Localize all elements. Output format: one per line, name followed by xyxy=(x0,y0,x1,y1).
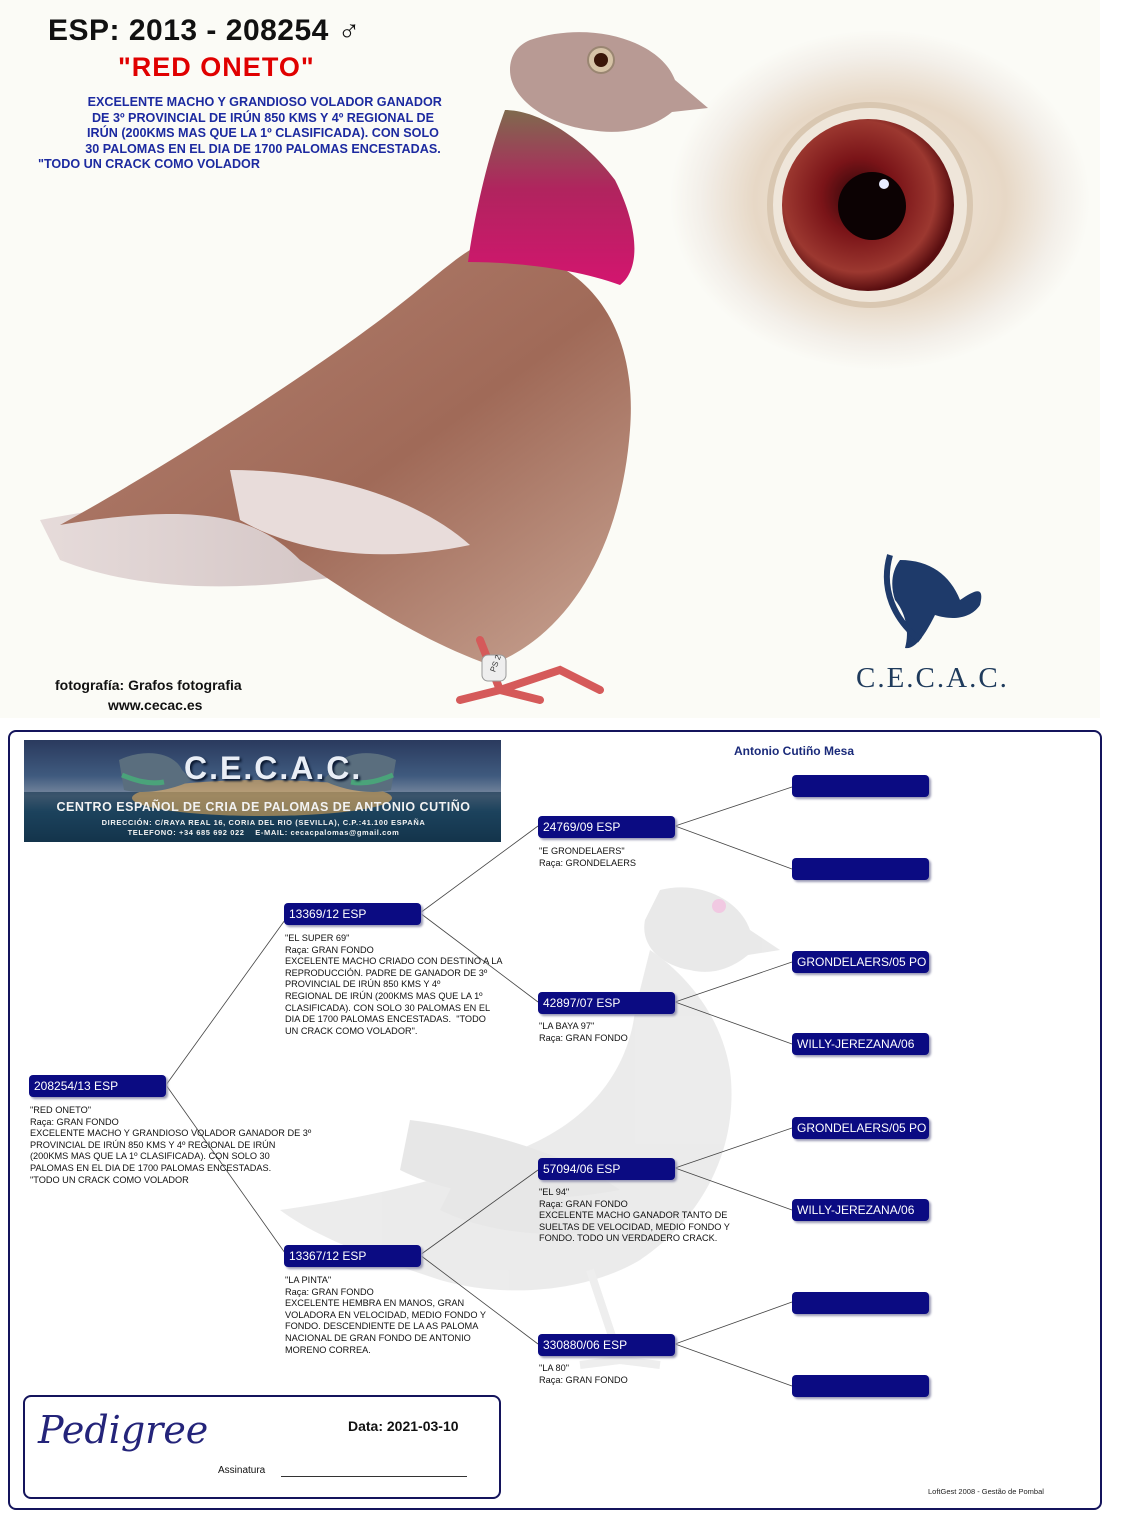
info-line: "E GRONDELAERS" xyxy=(539,846,625,856)
info-line: EXCELENTE HEMBRA EN MANOS, GRAN xyxy=(285,1298,465,1309)
description-line: 30 PALOMAS EN EL DIA DE 1700 PALOMAS ENCESTADAS. xyxy=(85,141,441,156)
banner-address: DIRECCIÓN: C/RAYA REAL 16, CORIA DEL RIO (SEVILLA), C.P.:41.100 ESPAÑA xyxy=(101,818,426,827)
connector-line xyxy=(675,962,792,1002)
connector-line xyxy=(166,920,285,1085)
ancestor-box-3[interactable]: GRONDELAERS/05 PO xyxy=(792,951,929,973)
leg-band-text: PS 2 xyxy=(488,653,503,674)
cecac-logo-text: C.E.C.A.C. xyxy=(856,662,1009,694)
connector-line xyxy=(675,826,792,869)
info-line: "LA BAYA 97" xyxy=(539,1021,595,1031)
signature-line[interactable] xyxy=(281,1476,467,1477)
sire-info xyxy=(285,933,502,1037)
banner-subtitle: CENTRO ESPAÑOL DE CRIA DE PALOMAS DE ANTONIO CUTIÑO xyxy=(56,800,471,814)
info-line: SUELTAS DE VELOCIDAD, MEDIO FONDO Y xyxy=(539,1221,730,1232)
bird-name: "RED ONETO" xyxy=(118,52,315,82)
info-line: "LA 80" xyxy=(539,1363,570,1373)
ancestor-box-1[interactable] xyxy=(792,775,929,797)
banner-title: C.E.C.A.C. xyxy=(184,750,363,786)
info-line: CLASIFICADA). CON SOLO 30 PALOMAS EN EL xyxy=(285,1002,491,1013)
info-line: "LA PINTA" xyxy=(285,1275,332,1285)
description-line: "TODO UN CRACK COMO VOLADOR xyxy=(38,157,260,172)
info-line: (200KMS MAS QUE LA 1º CLASIFICADA). CON SOLO 30 xyxy=(30,1151,270,1162)
ancestor-box-5[interactable]: GRONDELAERS/05 PO xyxy=(792,1117,929,1139)
info-line: MORENO CORREA. xyxy=(285,1344,371,1355)
info-line: "RED ONETO" xyxy=(30,1105,91,1115)
info-line: EXCELENTE MACHO Y GRANDIOSO VOLADOR GANADOR DE 3º xyxy=(30,1128,312,1139)
info-line: REGIONAL DE IRÚN (200KMS MAS QUE LA 1º xyxy=(285,990,483,1001)
info-line: Raça: GRAN FONDO xyxy=(30,1116,119,1127)
connector-line xyxy=(420,826,538,913)
description-line: EXCELENTE MACHO Y GRANDIOSO VOLADOR GANADOR xyxy=(84,95,442,109)
ancestor-box-6[interactable]: WILLY-JEREZANA/06 xyxy=(792,1199,929,1221)
info-line: UN CRACK COMO VOLADOR". xyxy=(285,1025,418,1036)
dam-dam-ring-box[interactable]: 330880/06 ESP xyxy=(538,1334,675,1356)
description-line: DE 3º PROVINCIAL DE IRÚN 850 KMS Y 4º REGIONAL DE xyxy=(91,110,435,125)
info-line: Raça: GRAN FONDO xyxy=(539,1374,628,1385)
info-line: Raça: GRONDELAERS xyxy=(539,857,637,868)
info-line: "EL 94" xyxy=(539,1187,570,1197)
ancestor-box-2[interactable] xyxy=(792,858,929,880)
ring-title: ESP: 2013 - 208254 ♂ xyxy=(48,14,361,47)
dam-info xyxy=(285,1275,486,1356)
ancestor-box-8[interactable] xyxy=(792,1375,929,1397)
sire-dam-info xyxy=(539,1021,628,1044)
banner-phone: TELEFONO: +34 685 692 022 E-MAIL: cecacpalomas@gmail.com xyxy=(127,828,400,837)
dam-sire-ring-box[interactable]: 57094/06 ESP xyxy=(538,1158,675,1180)
connector-line xyxy=(675,1128,792,1168)
info-line: "TODO UN CRACK COMO VOLADOR xyxy=(30,1174,189,1185)
ancestor-box-4[interactable]: WILLY-JEREZANA/06 xyxy=(792,1033,929,1055)
info-line: Raça: GRAN FONDO xyxy=(539,1198,628,1209)
connector-line xyxy=(675,1002,792,1044)
dam-sire-info xyxy=(539,1187,730,1245)
subject-ring-box[interactable]: 208254/13 ESP xyxy=(29,1075,166,1097)
info-line: PALOMAS EN EL DIA DE 1700 PALOMAS ENCESTADAS. xyxy=(30,1162,272,1173)
info-line: VOLADORA EN VELOCIDAD, MEDIO FONDO Y xyxy=(285,1309,486,1320)
signature-label: Assinatura xyxy=(218,1465,266,1476)
dam-ring-box[interactable]: 13367/12 ESP xyxy=(284,1245,421,1267)
sire-ring-box[interactable]: 13369/12 ESP xyxy=(284,903,421,925)
sire-sire-ring-box[interactable]: 24769/09 ESP xyxy=(538,816,675,838)
connector-line xyxy=(420,1170,538,1255)
connector-line xyxy=(675,787,792,826)
subject-info xyxy=(30,1105,311,1186)
info-line: DIA DE 1700 PALOMAS ENCESTADAS. "TODO xyxy=(285,1014,486,1025)
info-line: REPRODUCCIÓN. PADRE DE GANADOR DE 3º xyxy=(285,967,488,978)
info-line: FONDO. TODO UN VERDADERO CRACK. xyxy=(539,1233,718,1244)
website-link[interactable]: www.cecac.es xyxy=(108,697,203,713)
description-line: IRÚN (200KMS MAS QUE LA 1º CLASIFICADA). CON SOLO xyxy=(87,126,439,141)
info-line: Raça: GRAN FONDO xyxy=(285,944,374,955)
photo-credit: fotografía: Grafos fotografia xyxy=(55,677,242,693)
info-line: PROVINCIAL DE IRÚN 850 KMS Y 4º REGIONAL DE IRÚN xyxy=(30,1139,276,1150)
connector-line xyxy=(675,1302,792,1344)
info-line: NACIONAL DE GRAN FONDO DE ANTONIO xyxy=(285,1332,471,1343)
info-line: EXCELENTE MACHO CRIADO CON DESTINO A LA xyxy=(285,956,503,967)
sire-dam-ring-box[interactable]: 42897/07 ESP xyxy=(538,992,675,1014)
dam-dam-info xyxy=(539,1363,628,1386)
pedigree-logo-text: Pedigree xyxy=(38,1408,209,1452)
breeder-name: Antonio Cutiño Mesa xyxy=(734,744,854,758)
ancestor-box-7[interactable] xyxy=(792,1292,929,1314)
info-line: PROVINCIAL DE IRÚN 850 KMS Y 4º xyxy=(285,979,441,990)
info-line: Raça: GRAN FONDO xyxy=(539,1032,628,1043)
info-line: Raça: GRAN FONDO xyxy=(285,1286,374,1297)
software-footer: LoftGest 2008 - Gestão de Pombal xyxy=(928,1487,1044,1496)
info-line: FONDO. DESCENDIENTE DE LA AS PALOMA xyxy=(285,1321,479,1332)
connector-line xyxy=(675,1344,792,1386)
info-line: EXCELENTE MACHO GANADOR TANTO DE xyxy=(539,1210,728,1221)
info-line: "EL SUPER 69" xyxy=(285,933,350,943)
sire-sire-info xyxy=(539,846,636,869)
pedigree-date: Data: 2021-03-10 xyxy=(348,1418,459,1434)
